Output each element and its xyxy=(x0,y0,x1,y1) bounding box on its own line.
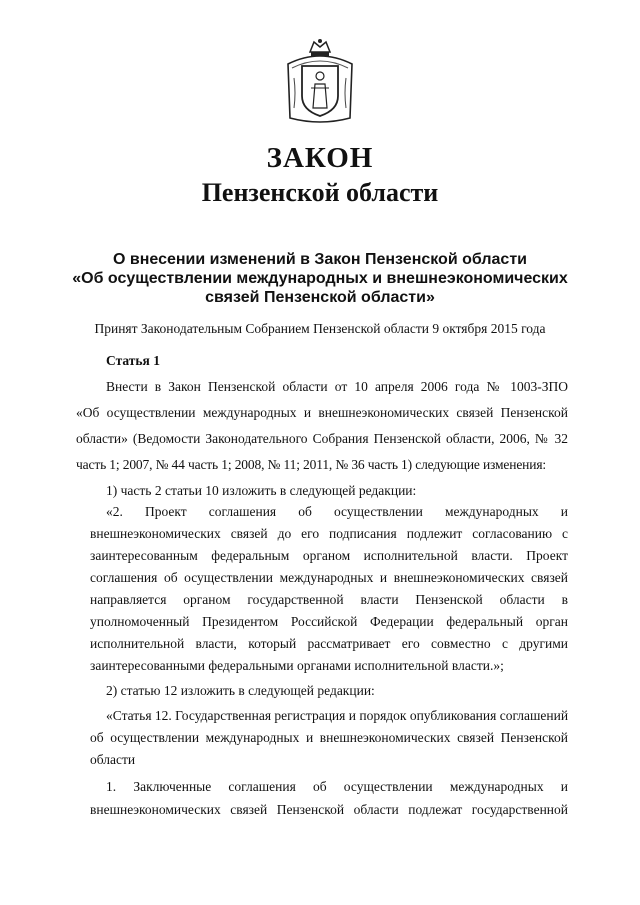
document-title: ЗАКОН xyxy=(266,142,374,174)
amendment-item: 2) статью 12 изложить в следующей редакции: xyxy=(106,683,375,698)
subtitle-line: связей Пензенской области» xyxy=(205,289,435,306)
document-region: Пензенской области xyxy=(201,178,439,207)
body-line: об осуществлении международных и внешнеэкономических связей Пензенской xyxy=(90,730,568,745)
body-line: области» (Ведомости Законодательного Собрания Пензенской области, 2006, № 32 xyxy=(76,431,568,446)
body-line: «Статья 12. Государственная регистрация и порядок опубликования соглашений xyxy=(106,708,569,723)
subtitle-line: О внесении изменений в Закон Пензенской области xyxy=(112,251,527,268)
body-line: направляется органом государственной власти Пензенской области в xyxy=(90,592,568,607)
coat-of-arms-emblem xyxy=(284,38,356,126)
body-line: внешнеэкономических связей Пензенской области подлежат государственной xyxy=(90,802,568,817)
body-line: заинтересованным федеральным органом исполнительной власти. Проект xyxy=(90,548,568,563)
body-line: соглашения об осуществлении международных и внешнеэкономических связей xyxy=(90,570,568,585)
adoption-note: Принят Законодательным Собранием Пензенской области 9 октября 2015 года xyxy=(94,321,546,336)
amendment-item: 1) часть 2 статьи 10 изложить в следующей редакции: xyxy=(106,483,417,498)
body-line: часть 1; 2007, № 44 часть 1; 2008, № 11; 2011, № 36 часть 1) следующие изменения: xyxy=(76,457,546,472)
body-line: внешнеэкономических связей до его подписания подлежит согласованию с xyxy=(90,526,568,541)
body-line: Внести в Закон Пензенской области от 10 апреля 2006 года № 1003-ЗПО xyxy=(106,379,568,394)
body-line: области xyxy=(90,752,136,767)
body-line: исполнительной власти, который рассматривает его совместно с другими xyxy=(90,636,568,651)
body-line: «Об осуществлении международных и внешнеэкономических связей Пензенской xyxy=(76,405,568,420)
article-heading: Статья 1 xyxy=(106,353,160,368)
body-line: заинтересованными федеральными органами исполнительной власти.»; xyxy=(90,658,504,673)
body-line: «2. Проект соглашения об осуществлении международных и xyxy=(106,504,568,519)
subtitle-line: «Об осуществлении международных и внешнеэкономических xyxy=(72,270,568,287)
body-line: 1. Заключенные соглашения об осуществлении международных и xyxy=(106,779,568,794)
law-subtitle xyxy=(60,250,580,307)
body-line: уполномоченный Президентом Российской Федерации федеральный орган xyxy=(90,614,568,629)
